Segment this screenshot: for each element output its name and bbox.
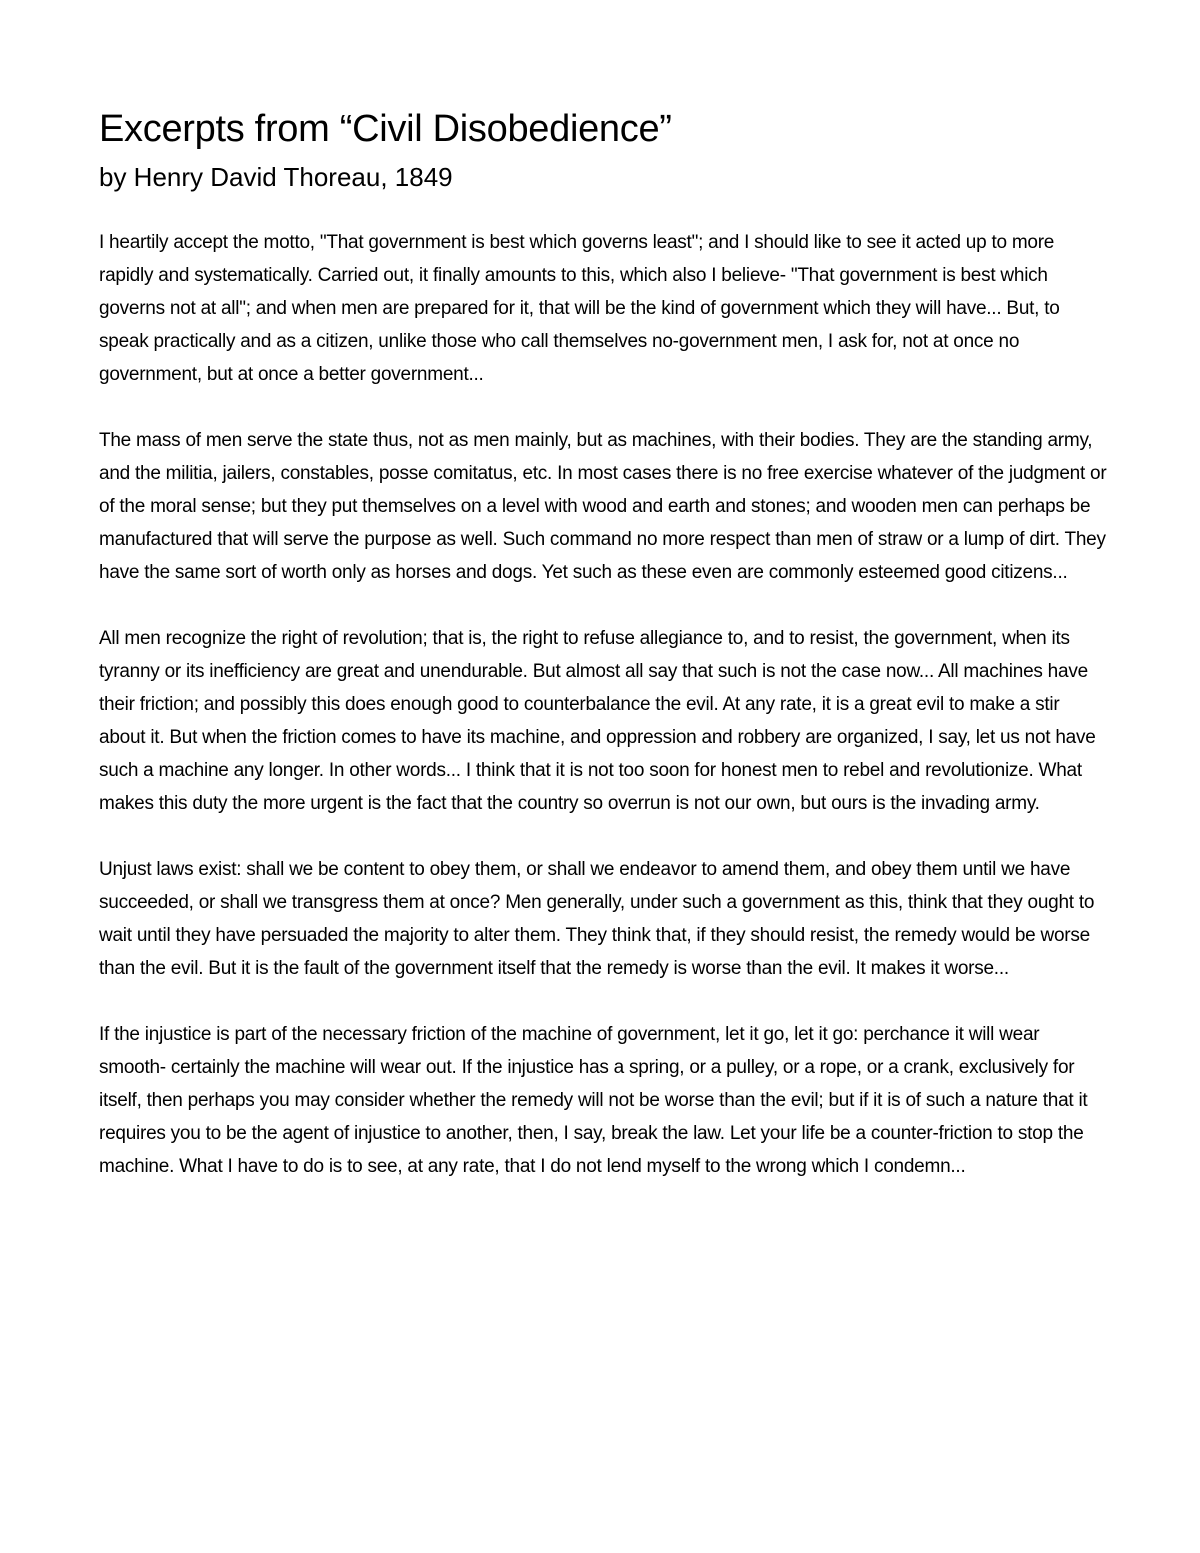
document-title: Excerpts from “Civil Disobedience” [99,108,672,150]
document-subtitle: by Henry David Thoreau, 1849 [99,162,453,192]
document-body [99,226,1109,1183]
paragraph: If the injustice is part of the necessary friction of the machine of government, let it go, let it go: perchance it will wear smooth- certainly the machine will wear out. If the injustice has a spring, or a pulley, or a rope, or a crank, exclusively for itself, then perhaps you may consider whether the remedy will not be worse than the evil; but if it is of such a nature that it requires you to be the agent of injustice to another, then, I say, break the law. Let your life be a counter-friction to stop the machine. What I have to do is to see, at any rate, that I do not lend myself to the wrong which I condemn... [99,1024,1088,1177]
paragraph: All men recognize the right of revolution; that is, the right to refuse allegiance to, and to resist, the government, when its tyranny or its inefficiency are great and unendurable. But almost all say that such is not the case now... All machines have their friction; and possibly this does enough good to counterbalance the evil. At any rate, it is a great evil to make a stir about it. But when the friction comes to have its machine, and oppression and robbery are organized, I say, let us not have such a machine any longer. In other words... I think that it is not too soon for honest men to rebel and revolutionize. What makes this duty the more urgent is the fact that the country so overrun is not our own, but ours is the invading army. [99,628,1096,814]
paragraph: Unjust laws exist: shall we be content to obey them, or shall we endeavor to amend them, and obey them until we have succeeded, or shall we transgress them at once? Men generally, under such a government as this, think that they ought to wait until they have persuaded the majority to alter them. They think that, if they should resist, the remedy would be worse than the evil. But it is the fault of the government itself that the remedy is worse than the evil. It makes it worse... [99,859,1095,979]
document-page [99,104,1109,1216]
paragraph: I heartily accept the motto, "That government is best which governs least"; and I should like to see it acted up to more rapidly and systematically. Carried out, it finally amounts to this, which also I believe- "That government is best which governs not at all"; and when men are prepared for it, that will be the kind of government which they will have... But, to speak practically and as a citizen, unlike those who call themselves no-government men, I ask for, not at once no government, but at once a better government... [99,232,1060,385]
paragraph: The mass of men serve the state thus, not as men mainly, but as machines, with their bodies. They are the standing army, and the militia, jailers, constables, posse comitatus, etc. In most cases there is no free exercise whatever of the judgment or of the moral sense; but they put themselves on a level with wood and earth and stones; and wooden men can perhaps be manufactured that will serve the purpose as well. Such command no more respect than men of straw or a lump of dirt. They have the same sort of worth only as horses and dogs. Yet such as these even are commonly esteemed good citizens... [99,430,1107,583]
